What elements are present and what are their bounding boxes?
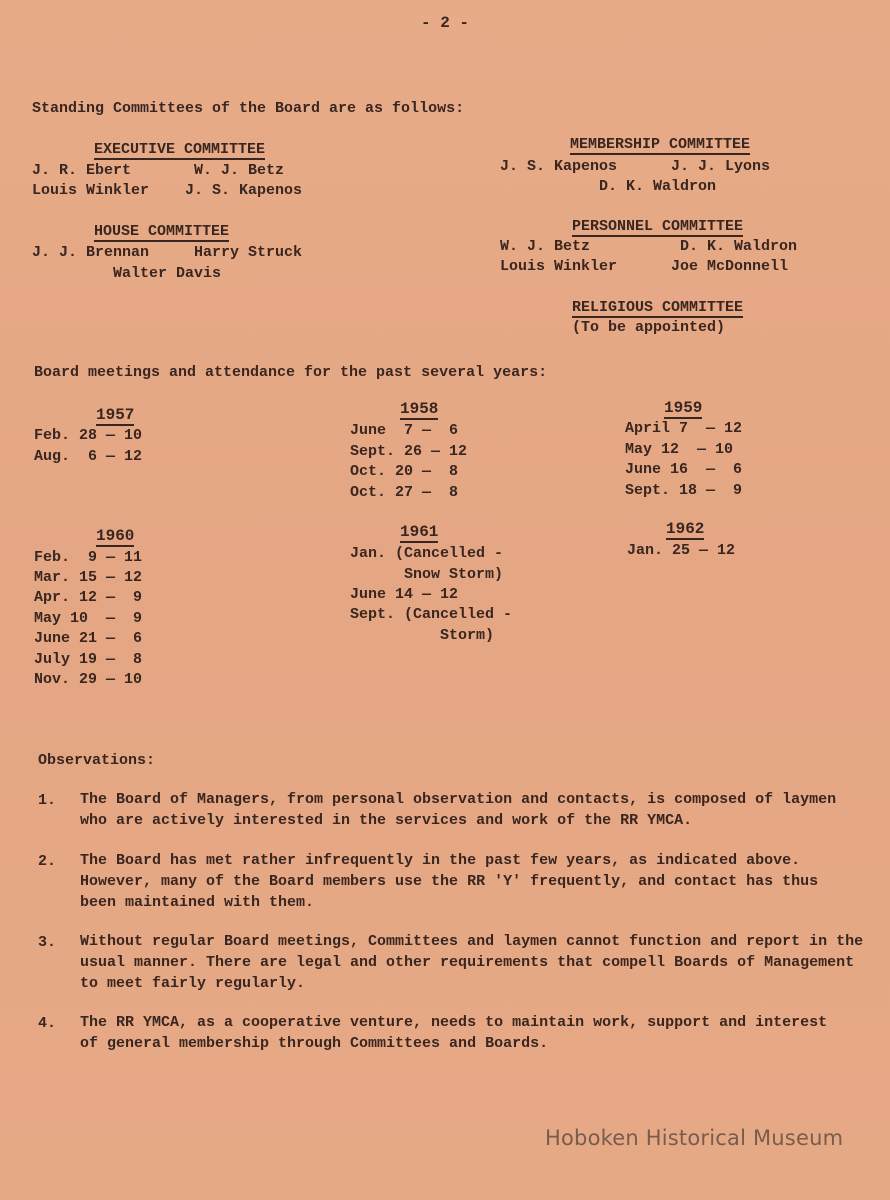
meetings-1958-row: Oct. 27 — 8: [350, 484, 459, 501]
meetings-1959-row: June 16 — 6: [625, 461, 743, 478]
observation-text: Without regular Board meetings, Committees and laymen cannot function and report in the usual manner. There are legal and other requirements that compell Boards of Management to meet fairly regularly.: [80, 933, 864, 992]
meetings-1960-row: July 19 — 8: [34, 651, 143, 668]
religious-committee-title: RELIGIOUS COMMITTEE: [572, 299, 744, 316]
meetings-1961-row: June 14 — 12: [350, 586, 459, 603]
membership-committee-line-2: D. K. Waldron: [500, 178, 717, 195]
year-1961-label: 1961: [400, 523, 439, 541]
meetings-1958-row: June 7 — 6: [350, 422, 459, 439]
meetings-1960-row: Mar. 15 — 12: [34, 569, 143, 586]
meetings-1961-row: Sept. (Cancelled -: [350, 606, 513, 623]
personnel-committee-title: PERSONNEL COMMITTEE: [572, 218, 744, 235]
observation-number: 3.: [38, 934, 57, 951]
year-1960-label: 1960: [96, 527, 135, 545]
membership-committee-line-1: J. S. Kapenos J. J. Lyons: [500, 158, 771, 175]
year-1958-label: 1958: [400, 400, 439, 418]
meetings-1959-row: April 7 — 12: [625, 420, 743, 437]
house-committee-line-1: J. J. Brennan Harry Struck: [32, 244, 303, 261]
year-1957-label: 1957: [96, 406, 135, 424]
executive-committee-line-2: Louis Winkler J. S. Kapenos: [32, 182, 303, 199]
observation-number: 2.: [38, 853, 57, 870]
house-committee-line-2: Walter Davis: [32, 265, 222, 282]
meetings-1961-row: Jan. (Cancelled -: [350, 545, 504, 562]
committees-intro: Standing Committees of the Board are as follows:: [32, 100, 465, 117]
meetings-1961-row: Snow Storm): [350, 566, 504, 583]
observation-number: 4.: [38, 1015, 57, 1032]
meetings-1960-row: May 10 — 9: [34, 610, 143, 627]
membership-committee-title: MEMBERSHIP COMMITTEE: [570, 136, 751, 153]
religious-committee-note: (To be appointed): [572, 319, 726, 336]
meetings-1962-row: Jan. 25 — 12: [627, 542, 736, 559]
observation-text: The RR YMCA, as a cooperative venture, needs to maintain work, support and interest of general membership through Committees and Boards.: [80, 1014, 828, 1052]
observations-heading: Observations:: [38, 752, 156, 769]
observation-number: 1.: [38, 792, 57, 809]
year-1962-label: 1962: [666, 520, 705, 538]
meetings-1957-row: Aug. 6 — 12: [34, 448, 143, 465]
meetings-1960-row: Feb. 9 — 11: [34, 549, 143, 566]
observation-text: The Board has met rather infrequently in the past few years, as indicated above. However, many of the Board members use the RR 'Y' frequently, and contact has thus been maintained with them.: [80, 852, 819, 911]
meetings-1957-row: Feb. 28 — 10: [34, 427, 143, 444]
meetings-1958-row: Oct. 20 — 8: [350, 463, 459, 480]
personnel-committee-line-2: Louis Winkler Joe McDonnell: [500, 258, 789, 275]
meetings-1958-row: Sept. 26 — 12: [350, 443, 468, 460]
executive-committee-title: EXECUTIVE COMMITTEE: [94, 141, 266, 158]
museum-watermark: Hoboken Historical Museum: [545, 1126, 844, 1150]
year-1959-label: 1959: [664, 399, 703, 417]
observation-text: The Board of Managers, from personal observation and contacts, is composed of laymen who are actively interested in the services and work of the RR YMCA.: [80, 791, 837, 829]
meetings-1959-row: Sept. 18 — 9: [625, 482, 743, 499]
house-committee-title: HOUSE COMMITTEE: [94, 223, 230, 240]
meetings-1960-row: Apr. 12 — 9: [34, 589, 143, 606]
page-number: - 2 -: [420, 14, 469, 32]
meetings-1960-row: Nov. 29 — 10: [34, 671, 143, 688]
meetings-1960-row: June 21 — 6: [34, 630, 143, 647]
personnel-committee-line-1: W. J. Betz D. K. Waldron: [500, 238, 798, 255]
meetings-1961-row: Storm): [350, 627, 495, 644]
executive-committee-line-1: J. R. Ebert W. J. Betz: [32, 162, 285, 179]
meetings-1959-row: May 12 — 10: [625, 441, 734, 458]
meetings-heading: Board meetings and attendance for the past several years:: [34, 364, 548, 381]
